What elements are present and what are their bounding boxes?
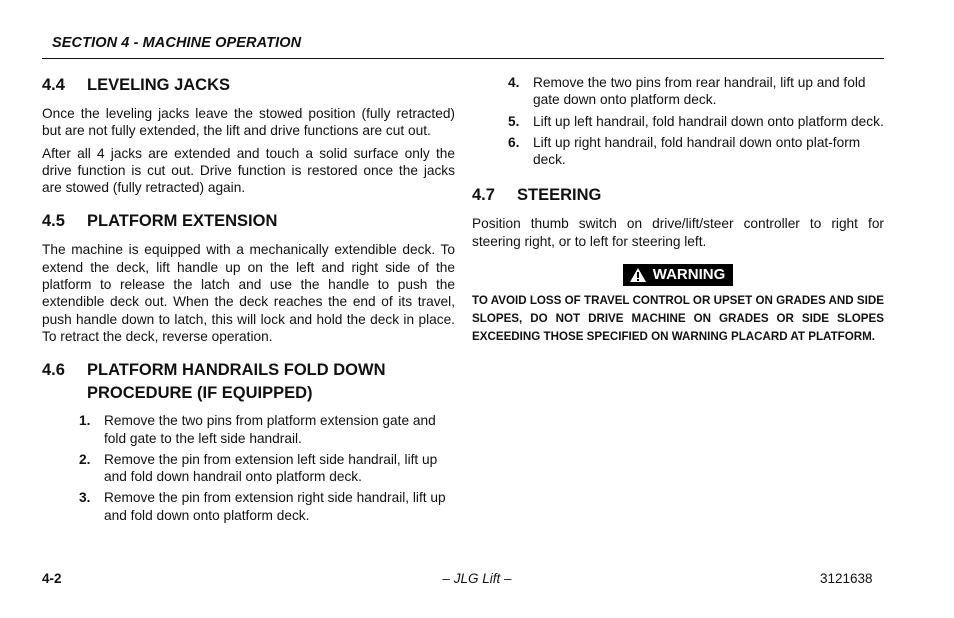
right-column [472, 74, 884, 346]
footer-center: – JLG Lift – [442, 571, 512, 586]
warning-text: TO AVOID LOSS OF TRAVEL CONTROL OR UPSET ON GRADES AND SIDE SLOPES, DO NOT DRIVE MACHINE ON GRADES OR SIDE SLOPES EXCEEDING THOSE SPECIFIED ON WARNING PLACARD AT PLATFORM. [472, 294, 884, 344]
paragraph: The machine is equipped with a mechanically extendible deck. To extend the deck, lift handle up on the left and right side of the platform to release the latch and use the handle to push the extendible deck out. When the deck reaches the end of its travel, push handle down to latch, this will lock and hold the deck in place. To retract the deck, reverse operation. [42, 242, 455, 344]
step-text: Remove the pin from extension left side handrail, lift up and fold down handrail onto platform deck. [104, 451, 438, 485]
warning-label [623, 264, 734, 286]
list-item [508, 134, 884, 169]
paragraph: After all 4 jacks are extended and touch a solid surface only the drive function is cut out. Drive function is restored once the jacks are stowed (fully retracted) again. [42, 145, 455, 196]
left-column [42, 74, 455, 524]
heading-number: 4.4 [42, 76, 65, 94]
list-item [79, 451, 455, 486]
warning-label-text: WARNING [652, 266, 726, 284]
step-text: Lift up left handrail, fold handrail down onto platform deck. [533, 113, 884, 129]
step-number: 1. [79, 413, 91, 429]
step-text: Remove the two pins from platform extension gate and fold gate to the left side handrail. [104, 413, 436, 446]
list-item [79, 412, 455, 447]
document-number: 3121638 [820, 571, 873, 586]
paragraph: Position thumb switch on drive/lift/steer controller to right for steering right, or to left for steering left. [472, 216, 884, 249]
step-text: Lift up right handrail, fold handrail down onto plat-form deck. [533, 134, 861, 168]
page-number: 4-2 [42, 571, 62, 586]
heading-number: 4.7 [472, 186, 495, 205]
procedure-steps-left [79, 412, 455, 524]
list-item [508, 113, 884, 130]
section-header: SECTION 4 - MACHINE OPERATION [52, 35, 302, 51]
heading-title: STEERING [517, 186, 602, 205]
warning-box [472, 264, 884, 286]
heading-title: PLATFORM HANDRAILS FOLD DOWN PROCEDURE (IF EQUIPPED) [87, 361, 386, 403]
heading-4-7 [472, 184, 884, 207]
list-item [79, 489, 455, 524]
paragraph: Once the leveling jacks leave the stowed position (fully retracted) but are not fully extended, the lift and drive functions are cut out. [42, 106, 455, 139]
step-text: Remove the pin from extension right side handrail, lift up and fold down onto platform deck. [104, 490, 446, 523]
step-number: 6. [508, 134, 520, 150]
procedure-steps-right [508, 74, 884, 168]
header-rule [42, 58, 884, 59]
step-number: 5. [508, 113, 520, 129]
step-text: Remove the two pins from rear handrail, lift up and fold gate down onto platform deck. [533, 75, 866, 108]
heading-4-5 [42, 210, 455, 233]
heading-title: PLATFORM EXTENSION [87, 212, 278, 231]
heading-4-6 [42, 359, 455, 405]
step-number: 4. [508, 75, 520, 90]
step-number: 3. [79, 490, 91, 506]
heading-number: 4.5 [42, 212, 65, 231]
heading-number: 4.6 [42, 361, 65, 380]
step-number: 2. [79, 451, 91, 467]
warning-triangle-icon [629, 267, 647, 283]
heading-title: LEVELING JACKS [87, 76, 231, 94]
heading-4-4 [42, 74, 455, 97]
list-item [508, 74, 884, 109]
